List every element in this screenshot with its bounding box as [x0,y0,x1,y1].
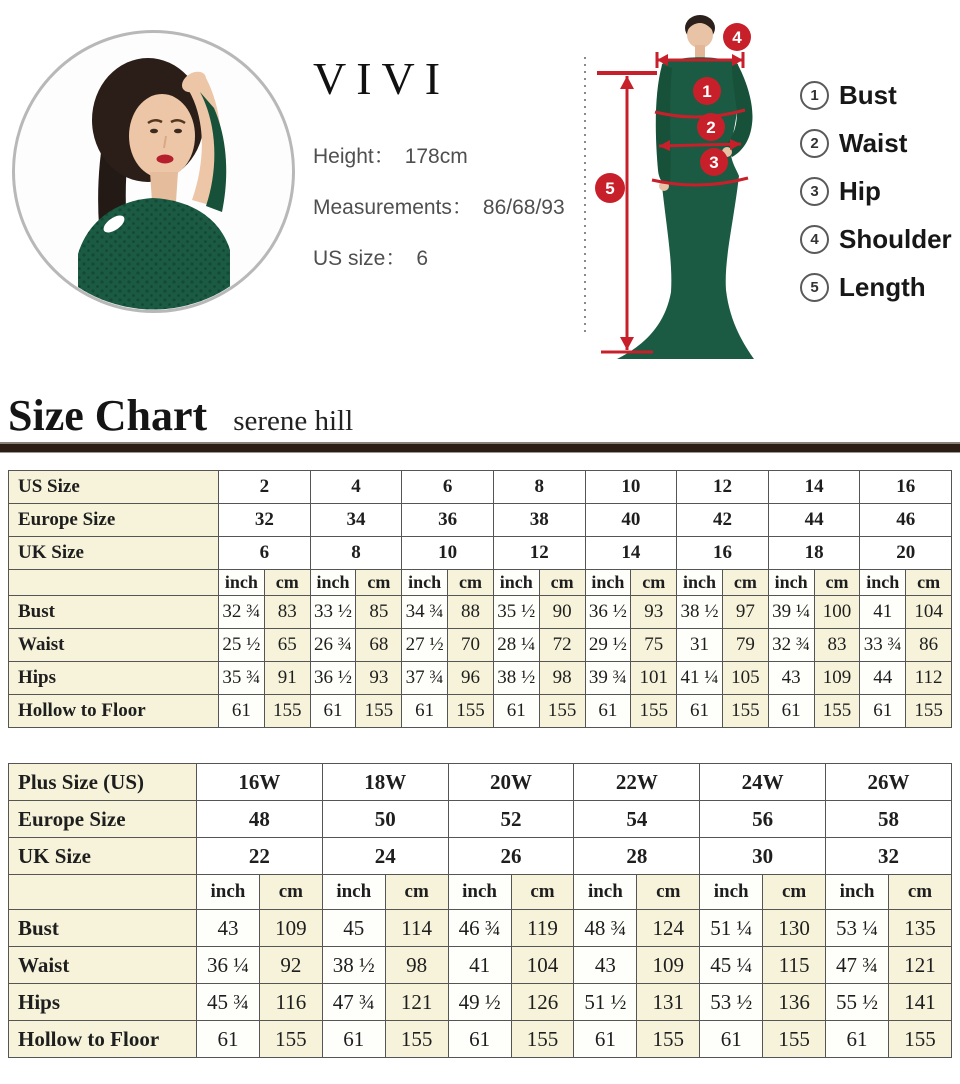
cm-value: 88 [448,596,494,629]
height-label: Height： [313,145,395,168]
unit-cm: cm [637,875,700,910]
cm-value: 155 [539,695,585,728]
inch-value: 61 [310,695,356,728]
unit-inch: inch [493,570,539,596]
row-label: UK Size [9,537,219,570]
inch-value: 61 [677,695,723,728]
inch-value: 35 ¾ [219,662,265,695]
inch-value: 51 ¼ [700,910,763,947]
cm-value: 109 [259,910,322,947]
measure-row [9,984,952,1021]
cm-value: 72 [539,629,585,662]
unit-cm: cm [259,875,322,910]
cm-value: 131 [637,984,700,1021]
cm-value: 75 [631,629,677,662]
size-value: 32 [219,504,311,537]
measure-row [9,947,952,984]
svg-text:2: 2 [706,118,716,137]
cm-value: 115 [763,947,826,984]
legend-item [800,224,952,255]
cm-value: 141 [888,984,951,1021]
size-value: 28 [574,838,700,875]
inch-value: 43 [197,910,260,947]
legend-label: Waist [839,128,908,158]
row-label: Bust [9,910,197,947]
unit-inch: inch [219,570,265,596]
cm-value: 114 [385,910,448,947]
svg-text:1: 1 [702,82,712,101]
unit-inch: inch [700,875,763,910]
row-label: US Size [9,471,219,504]
unit-cm: cm [906,570,952,596]
inch-value: 45 ¾ [197,984,260,1021]
unit-cm: cm [814,570,860,596]
inch-value: 34 ¾ [402,596,448,629]
row-label [9,570,219,596]
model-photo [10,28,297,315]
cm-value: 96 [448,662,494,695]
size-value: 40 [585,504,677,537]
cm-value: 93 [631,596,677,629]
size-value: 42 [677,504,769,537]
size-header-row [9,537,952,570]
unit-cm: cm [356,570,402,596]
cm-value: 70 [448,629,494,662]
brand-subtitle: serene hill [233,405,354,437]
row-label: Hips [9,662,219,695]
page-title: Size Chart [8,391,208,440]
inch-value: 47 ¾ [322,984,385,1021]
row-label: Plus Size (US) [9,764,197,801]
cm-value: 93 [356,662,402,695]
legend-item [800,128,952,159]
inch-value: 38 ½ [677,596,723,629]
cm-value: 136 [763,984,826,1021]
size-value: 20 [860,537,952,570]
cm-value: 155 [722,695,768,728]
legend-label: Shoulder [839,224,952,254]
cm-value: 104 [906,596,952,629]
size-header-row [9,504,952,537]
cm-value: 130 [763,910,826,947]
unit-cm: cm [888,875,951,910]
height-value: 178cm [404,145,468,168]
size-header-row [9,801,952,838]
size-value: 52 [448,801,574,838]
inch-value: 41 [448,947,511,984]
inch-value: 61 [768,695,814,728]
measure-row [9,910,952,947]
size-header-row [9,838,952,875]
brand-title: VIVI [313,53,451,104]
cm-value: 97 [722,596,768,629]
size-value: 6 [219,537,311,570]
size-value: 6 [402,471,494,504]
cm-value: 92 [259,947,322,984]
inch-value: 37 ¾ [402,662,448,695]
size-value: 16 [860,471,952,504]
inch-value: 61 [197,1021,260,1058]
unit-cm: cm [385,875,448,910]
size-value: 20W [448,764,574,801]
cm-value: 155 [888,1021,951,1058]
size-value: 2 [219,471,311,504]
size-value: 24 [322,838,448,875]
measure-row [9,1021,952,1058]
inch-value: 61 [574,1021,637,1058]
cm-value: 155 [385,1021,448,1058]
cm-value: 135 [888,910,951,947]
legend-label: Bust [839,80,897,110]
dress-figure-illustration [555,2,805,374]
unit-cm: cm [763,875,826,910]
row-label: Hollow to Floor [9,695,219,728]
size-value: 26 [448,838,574,875]
svg-text:3: 3 [709,153,719,172]
inch-value: 45 ¼ [700,947,763,984]
size-value: 24W [700,764,826,801]
inch-value: 36 ½ [310,662,356,695]
cm-value: 155 [356,695,402,728]
cm-value: 124 [637,910,700,947]
cm-value: 155 [264,695,310,728]
inch-value: 39 ¾ [585,662,631,695]
measurements-value: 86/68/93 [482,196,565,219]
inch-value: 61 [826,1021,889,1058]
unit-cm: cm [539,570,585,596]
cm-value: 90 [539,596,585,629]
size-value: 26W [826,764,952,801]
inch-value: 36 ½ [585,596,631,629]
cm-value: 155 [511,1021,574,1058]
inch-value: 38 ½ [493,662,539,695]
model-photo-illustration [10,28,297,315]
measure-row [9,629,952,662]
inch-value: 47 ¾ [826,947,889,984]
size-value: 8 [310,537,402,570]
cm-value: 101 [631,662,677,695]
size-value: 22 [197,838,323,875]
inch-value: 61 [322,1021,385,1058]
size-value: 50 [322,801,448,838]
cm-value: 98 [385,947,448,984]
unit-cm: cm [264,570,310,596]
unit-inch: inch [402,570,448,596]
inch-value: 36 ¼ [197,947,260,984]
size-value: 56 [700,801,826,838]
size-value: 16W [197,764,323,801]
row-label: Europe Size [9,801,197,838]
size-value: 58 [826,801,952,838]
row-label [9,875,197,910]
size-value: 14 [585,537,677,570]
size-value: 30 [700,838,826,875]
measure-row [9,695,952,728]
us-size-line [313,242,565,272]
cm-value: 83 [264,596,310,629]
unit-cm: cm [722,570,768,596]
inch-value: 29 ½ [585,629,631,662]
inch-value: 38 ½ [322,947,385,984]
size-value: 48 [197,801,323,838]
inch-value: 32 ¾ [219,596,265,629]
size-value: 10 [585,471,677,504]
cm-value: 86 [906,629,952,662]
row-label: Europe Size [9,504,219,537]
legend-number-badge: 2 [800,129,829,158]
inch-value: 41 ¼ [677,662,723,695]
us-size-label: US size： [313,247,407,270]
inch-value: 43 [768,662,814,695]
cm-value: 109 [814,662,860,695]
inch-value: 61 [860,695,906,728]
row-label: Waist [9,629,219,662]
cm-value: 98 [539,662,585,695]
inch-value: 44 [860,662,906,695]
inch-value: 31 [677,629,723,662]
unit-cm: cm [511,875,574,910]
inch-value: 53 ¼ [826,910,889,947]
standard-size-table [8,470,952,728]
measurements-line [313,191,565,221]
size-header-row [9,764,952,801]
inch-value: 51 ½ [574,984,637,1021]
cm-value: 100 [814,596,860,629]
inch-value: 27 ½ [402,629,448,662]
row-label: Bust [9,596,219,629]
measure-row [9,662,952,695]
size-value: 8 [493,471,585,504]
unit-inch: inch [826,875,889,910]
inch-value: 61 [493,695,539,728]
inch-value: 49 ½ [448,984,511,1021]
plus-size-table [8,763,952,1058]
legend-item [800,80,952,111]
cm-value: 91 [264,662,310,695]
cm-value: 105 [722,662,768,695]
unit-inch: inch [574,875,637,910]
size-value: 22W [574,764,700,801]
us-size-value: 6 [416,247,429,270]
cm-value: 121 [385,984,448,1021]
size-value: 4 [310,471,402,504]
inch-value: 46 ¾ [448,910,511,947]
unit-inch: inch [860,570,906,596]
model-info [313,140,565,293]
legend-item [800,176,952,207]
inch-value: 33 ¾ [860,629,906,662]
cm-value: 155 [631,695,677,728]
inch-value: 35 ½ [493,596,539,629]
row-label: UK Size [9,838,197,875]
measurement-diagram [555,2,805,379]
size-value: 54 [574,801,700,838]
unit-inch: inch [585,570,631,596]
inch-value: 61 [219,695,265,728]
measurements-label: Measurements： [313,196,473,219]
cm-value: 85 [356,596,402,629]
inch-value: 61 [402,695,448,728]
cm-value: 119 [511,910,574,947]
unit-row [9,570,952,596]
inch-value: 39 ¼ [768,596,814,629]
cm-value: 155 [763,1021,826,1058]
inch-value: 32 ¾ [768,629,814,662]
size-value: 32 [826,838,952,875]
cm-value: 65 [264,629,310,662]
inch-value: 28 ¼ [493,629,539,662]
unit-row [9,875,952,910]
legend-number-badge: 4 [800,225,829,254]
inch-value: 61 [448,1021,511,1058]
measure-row [9,596,952,629]
cm-value: 121 [888,947,951,984]
inch-value: 41 [860,596,906,629]
legend-number-badge: 1 [800,81,829,110]
height-line [313,140,565,170]
size-value: 14 [768,471,860,504]
unit-inch: inch [768,570,814,596]
cm-value: 68 [356,629,402,662]
inch-value: 61 [700,1021,763,1058]
cm-value: 79 [722,629,768,662]
unit-inch: inch [197,875,260,910]
size-value: 38 [493,504,585,537]
size-value: 46 [860,504,952,537]
unit-inch: inch [322,875,385,910]
cm-value: 155 [637,1021,700,1058]
size-value: 36 [402,504,494,537]
inch-value: 61 [585,695,631,728]
size-value: 18 [768,537,860,570]
cm-value: 155 [259,1021,322,1058]
cm-value: 104 [511,947,574,984]
size-header-row [9,471,952,504]
size-value: 16 [677,537,769,570]
dress-silhouette [617,57,754,359]
size-value: 12 [677,471,769,504]
unit-cm: cm [631,570,677,596]
unit-cm: cm [448,570,494,596]
size-value: 34 [310,504,402,537]
cm-value: 112 [906,662,952,695]
inch-value: 43 [574,947,637,984]
svg-text:5: 5 [605,179,615,198]
inch-value: 53 ½ [700,984,763,1021]
cm-value: 126 [511,984,574,1021]
legend-item [800,272,952,303]
diagram-legend [800,80,952,303]
row-label: Hollow to Floor [9,1021,197,1058]
cm-value: 155 [814,695,860,728]
size-chart-heading [8,390,353,441]
size-value: 12 [493,537,585,570]
inch-value: 25 ½ [219,629,265,662]
legend-number-badge: 3 [800,177,829,206]
legend-label: Length [839,272,926,302]
inch-value: 55 ½ [826,984,889,1021]
cm-value: 109 [637,947,700,984]
size-value: 10 [402,537,494,570]
legend-label: Hip [839,176,881,206]
row-label: Waist [9,947,197,984]
heading-divider [0,442,960,453]
unit-inch: inch [677,570,723,596]
cm-value: 83 [814,629,860,662]
unit-inch: inch [310,570,356,596]
cm-value: 116 [259,984,322,1021]
inch-value: 45 [322,910,385,947]
inch-value: 33 ½ [310,596,356,629]
legend-number-badge: 5 [800,273,829,302]
row-label: Hips [9,984,197,1021]
cm-value: 155 [448,695,494,728]
size-value: 44 [768,504,860,537]
size-value: 18W [322,764,448,801]
cm-value: 155 [906,695,952,728]
unit-inch: inch [448,875,511,910]
inch-value: 48 ¾ [574,910,637,947]
svg-text:4: 4 [732,28,742,47]
inch-value: 26 ¾ [310,629,356,662]
